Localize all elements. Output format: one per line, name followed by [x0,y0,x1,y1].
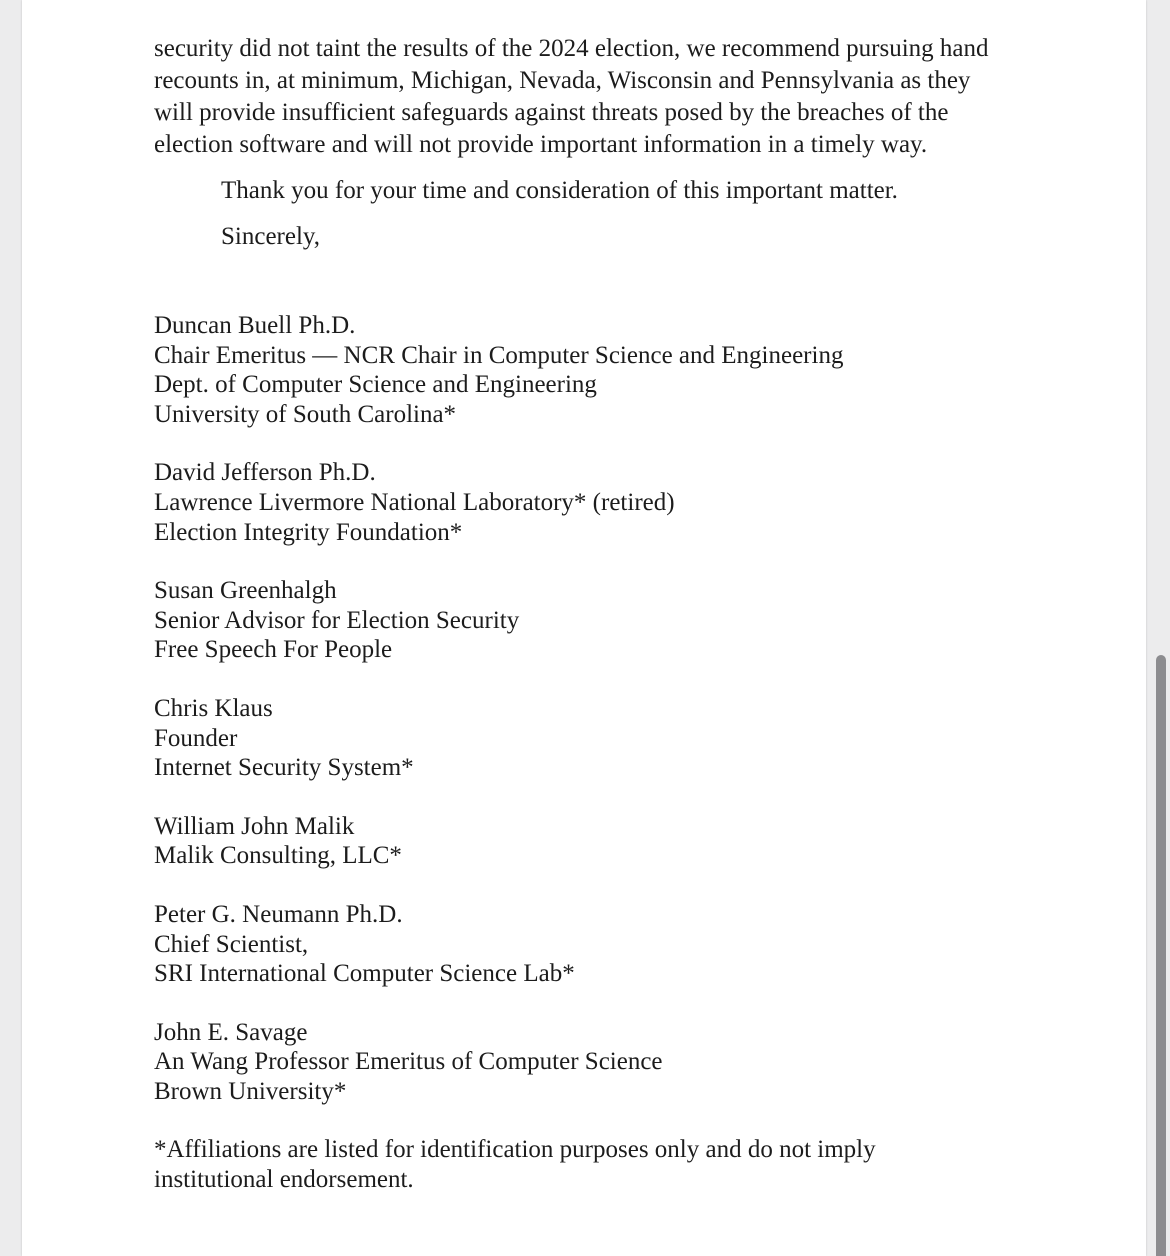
signatories-list [154,311,1054,1106]
signatory-affiliation: Election Integrity Foundation* [154,518,463,546]
signatory-name: Susan Greenhalgh [154,577,337,605]
sign-off: Sincerely, [221,223,321,250]
signatory [154,900,1054,989]
signatory [154,576,1054,665]
signatory-name: John E. Savage [154,1018,308,1046]
thanks-line: Thank you for your time and consideration of this important matter. [221,177,898,204]
closing-paragraph-line: recounts in, at minimum, Michigan, Nevada, Wisconsin and Pennsylvania as they [154,67,971,94]
vertical-scrollbar[interactable] [1146,0,1170,1256]
signatory [154,1018,1054,1107]
signatory-name: William John Malik [154,812,355,840]
signatory [154,694,1054,783]
signatory-affiliation: Internet Security System* [154,754,414,782]
signatory-affiliation: SRI International Computer Science Lab* [154,960,575,988]
document-page [22,0,1146,1256]
signatory-affiliation: Senior Advisor for Election Security [154,606,520,634]
signatory-affiliation: Dept. of Computer Science and Engineering [154,371,597,399]
signatory-affiliation: Brown University* [154,1077,347,1105]
signatory-name: Duncan Buell Ph.D. [154,312,356,339]
signatory-name: Chris Klaus [154,694,273,722]
footnote-line: institutional endorsement. [154,1166,414,1194]
signatory-affiliation: An Wang Professor Emeritus of Computer Science [154,1048,663,1076]
footnote-line: *Affiliations are listed for identification purposes only and do not imply [154,1136,876,1164]
signatory [154,812,1054,871]
closing-paragraph-line: security did not taint the results of the 2024 election, we recommend pursuing hand [154,35,989,62]
closing-paragraph [154,33,1054,161]
signatory-affiliation: Founder [154,724,238,752]
signatory-name: David Jefferson Ph.D. [154,459,376,487]
signatory-affiliation: Chief Scientist, [154,930,309,958]
closing-paragraph-line: will provide insufficient safeguards against threats posed by the breaches of the [154,99,949,126]
scrollbar-thumb[interactable] [1156,655,1166,1256]
closing-paragraph-line: election software and will not provide important information in a timely way. [154,131,928,158]
signatory-affiliation: Free Speech For People [154,636,393,664]
affiliations-footnote [154,1135,1054,1195]
signatory-affiliation: University of South Carolina* [154,400,457,428]
signatory-affiliation: Malik Consulting, LLC* [154,842,402,870]
signatory-affiliation: Lawrence Livermore National Laboratory* (retired) [154,488,675,516]
signatory [154,311,1054,429]
signatory-name: Peter G. Neumann Ph.D. [154,900,403,928]
letter-body [154,33,1054,1195]
signatory-affiliation: Chair Emeritus — NCR Chair in Computer Science and Engineering [154,341,844,369]
signatory [154,458,1054,547]
